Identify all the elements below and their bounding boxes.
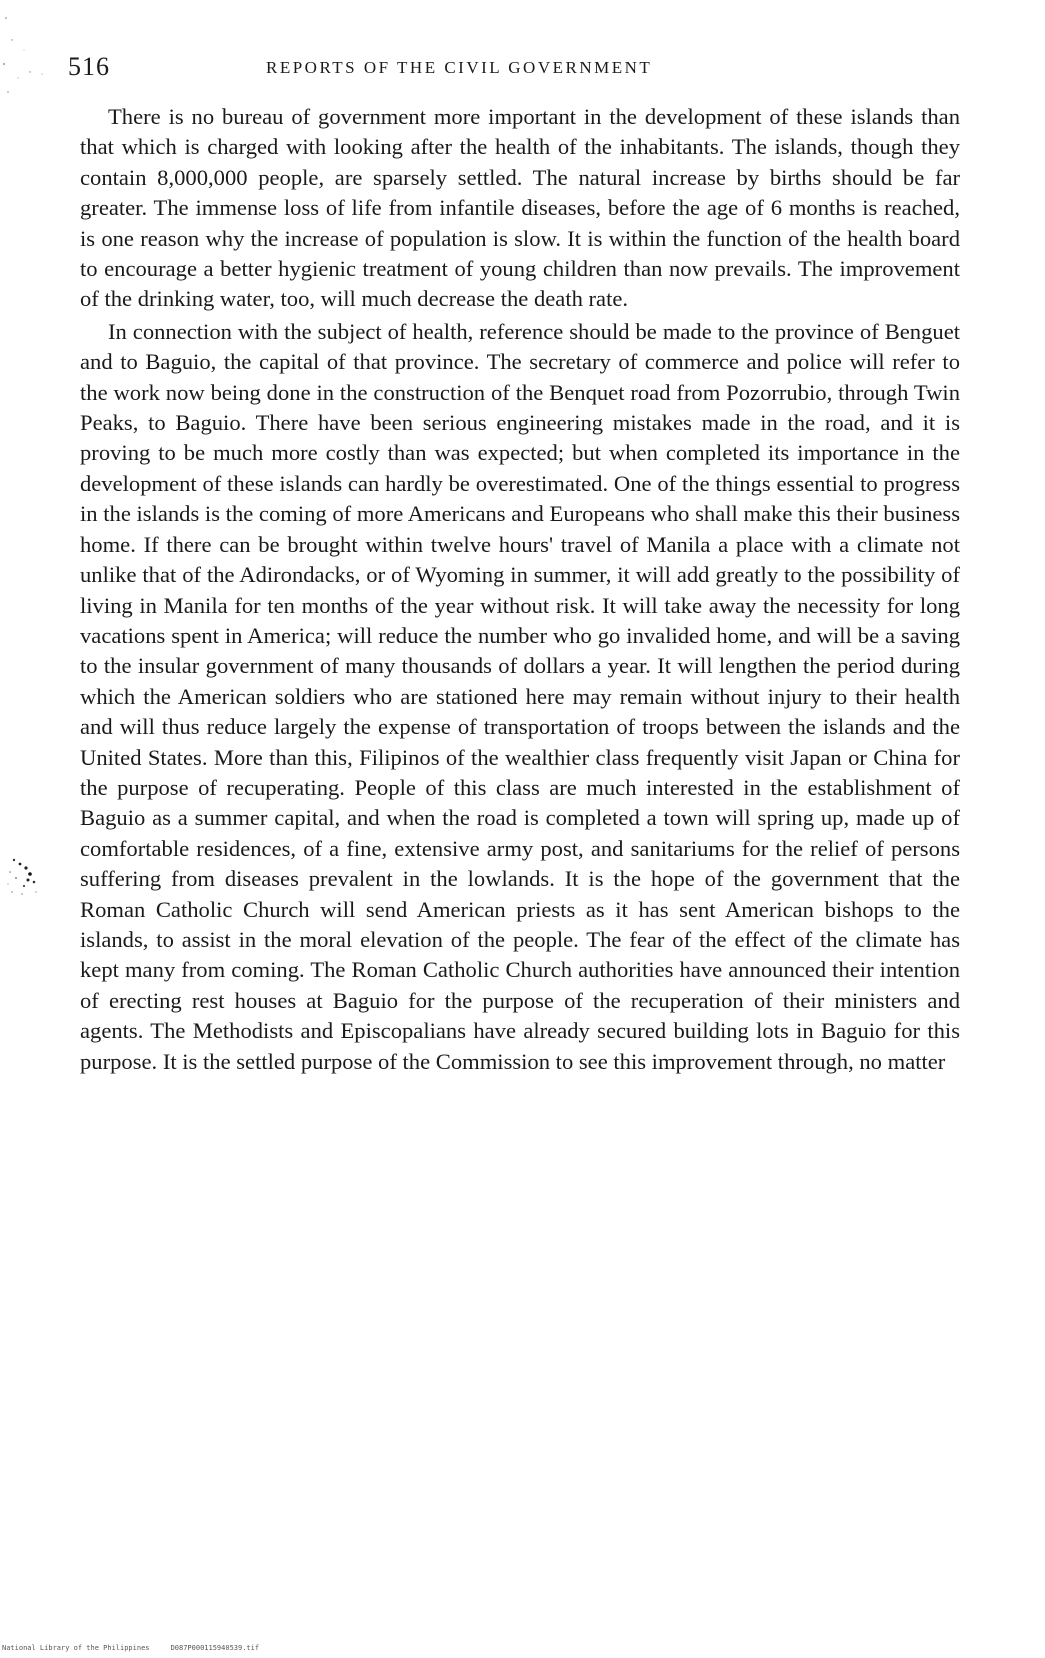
margin-ink-mark — [4, 848, 42, 908]
page-number: 516 — [68, 52, 110, 81]
paragraph: In connection with the subject of health, reference should be made to the province of Benguet and to Baguio, the capital of that province. The secretary of commerce and police will refer to the work now being done in the construction of the Benquet road from Pozorrubio, through Twin Peaks, to Baguio. There have been serious engineering mistakes made in the road, and it is proving to be much more costly than was expected; but when completed its importance in the development of these islands can hardly be overestimated. One of the things essential to progress in the islands is the coming of more Americans and Europeans who shall make this their business home. If there can be brought within twelve hours' travel of Manila a place with a climate not unlike that of the Adirondacks, or of Wyoming in summer, it will add greatly to the possibility of living in Manila for ten months of the year without risk. It will take away the necessity for long vacations spent in America; will reduce the number who go invalided home, and will be a saving to the insular government of many thousands of dollars a year. It will lengthen the period during which the American soldiers who are stationed here may remain without injury to their health and will thus reduce largely the expense of transportation of troops between the islands and the United States. More than this, Filipinos of the wealthier class frequently visit Japan or China for the purpose of recuperating. People of this class are much interested in the establishment of Baguio as a summer capital, and when the road is completed a town will spring up, made up of comfortable residences, of a fine, extensive army post, and sanitariums for the relief of persons suffering from diseases prevalent in the lowlands. It is the hope of the government that the Roman Catholic Church will send American priests as it has sent American bishops to the islands, to assist in the moral elevation of the people. The fear of the effect of the climate has kept many from coming. The Roman Catholic Church authorities have announced their intention of erecting rest houses at Baguio for the purpose of the recuperation of their ministers and agents. The Methodists and Episcopalians have already secured building lots in Baguio for this purpose. It is the settled purpose of the Commission to see this improvement through, no matter — [80, 318, 960, 1074]
scan-footer-note: National Library of the Philippines D087P000115940539.tif — [2, 1644, 260, 1652]
page-header — [68, 52, 768, 84]
page-edge-speckle — [0, 0, 60, 110]
paragraph: There is no bureau of government more important in the development of these islands than that which is charged with looking after the health of the inhabitants. The islands, though they contain 8,000,000 people, are sparsely settled. The natural increase by births should be far greater. The immense loss of life from infantile diseases, before the age of 6 months is reached, is one reason why the increase of population is slow. It is within the function of the health board to encourage a better hygienic treatment of young children than now prevails. The improvement of the drinking water, too, will much decrease the death rate. — [80, 104, 960, 312]
body-text — [80, 102, 960, 1077]
running-head: REPORTS OF THE CIVIL GOVERNMENT — [266, 58, 653, 77]
